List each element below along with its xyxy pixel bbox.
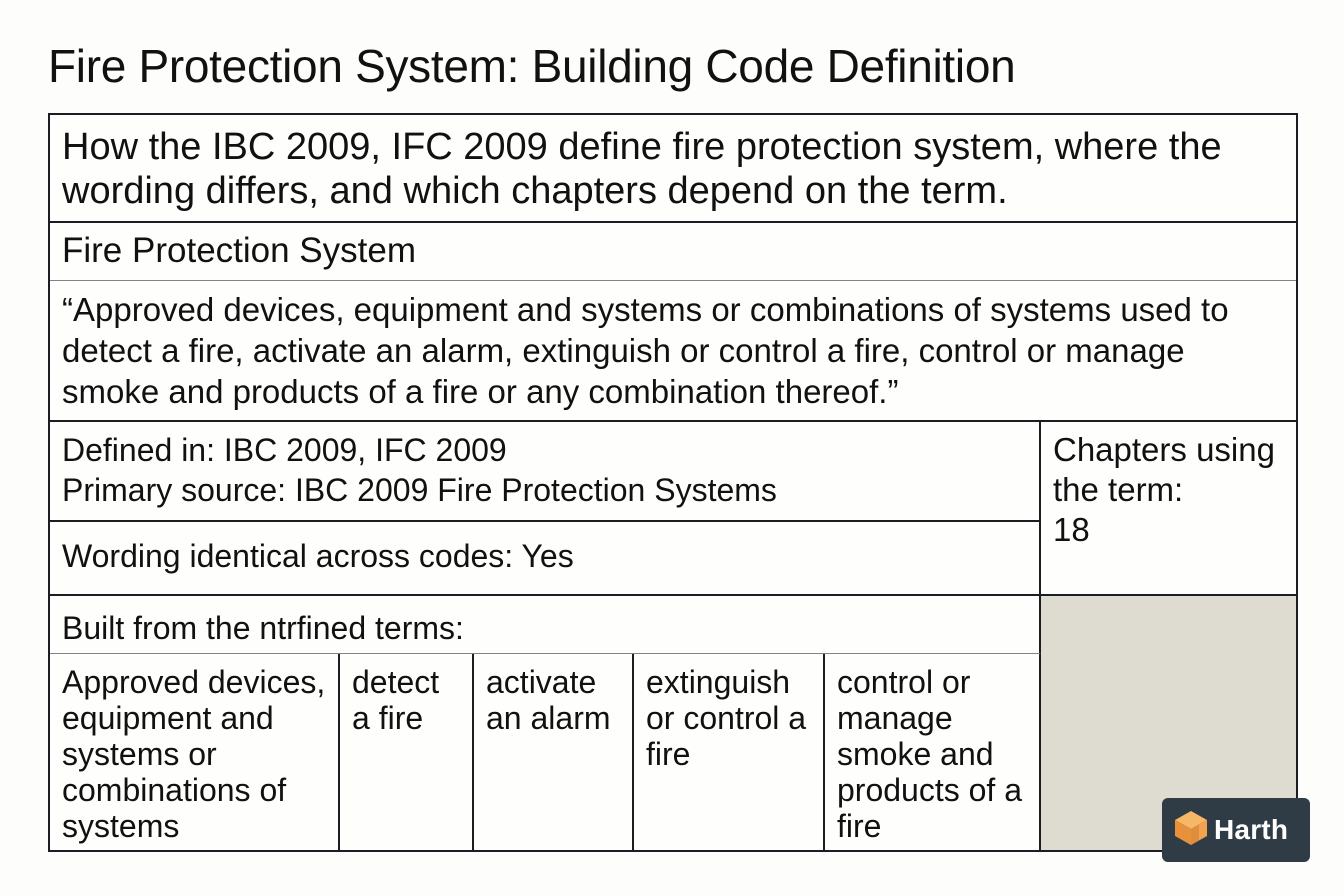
chapters-cell [1041,422,1296,596]
cube-icon [1174,810,1208,851]
source-info [50,422,1041,522]
definition-quote: “Approved devices, equipment and systems or combinations of systems used to detect a fire, activate an alarm, extinguish or control a fire, control or manage smoke and products of a fire or any combination thereof.” [50,281,1296,422]
chapters-label: Chapters using the term: [1053,431,1275,508]
built-from-label: Built from the ntrfined terms: [50,596,1041,654]
term-name: Fire Protection System [50,223,1296,281]
wording-identical-text: Wording identical across codes: Yes [50,522,1041,596]
built-from-term: control or manage smoke and products of a fire [837,664,1022,844]
logo-text: Harth [1214,814,1289,845]
primary-source-text: Primary source: IBC 2009 Fire Protection Systems [62,472,777,508]
defined-in-text: Defined in: IBC 2009, IFC 2009 [62,432,507,468]
summary-text: How the IBC 2009, IFC 2009 define fire protection system, where the wording differs, and which chapters depend on the term. [50,115,1296,223]
definition-table [48,113,1298,852]
page-title: Fire Protection System: Building Code Definition [48,40,1016,92]
built-from-terms-row [50,654,1041,850]
built-from-term: extinguish or control a fire [634,654,825,850]
built-from-term: activate an alarm [474,654,634,850]
chapters-count: 18 [1053,511,1090,548]
harth-logo [1162,798,1310,862]
built-from-term: Approved devices, equipment and systems or combinations of systems [50,654,340,850]
built-from-term: detect a fire [340,654,474,850]
